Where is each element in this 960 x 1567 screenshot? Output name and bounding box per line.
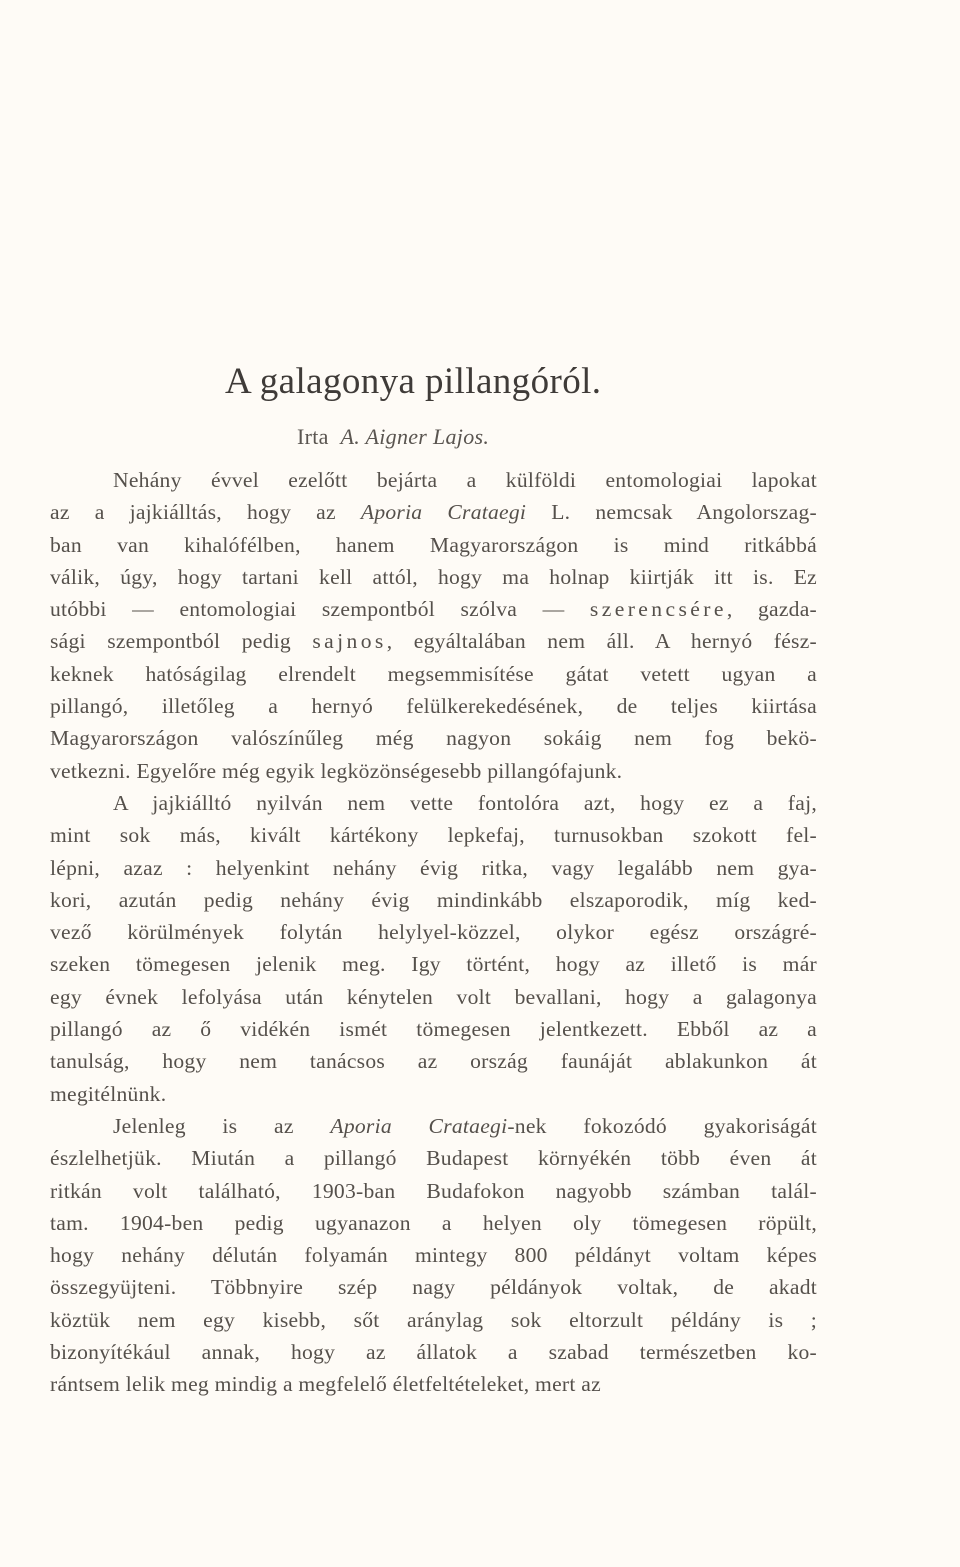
text-line bbox=[50, 1239, 817, 1271]
text-line bbox=[50, 852, 817, 884]
italic-species-name: Aporia Crataegi bbox=[330, 1113, 508, 1138]
text-run: , egyáltalában nem áll. A hernyó fész- bbox=[386, 629, 817, 654]
text-line bbox=[50, 1368, 817, 1400]
text-line bbox=[50, 1175, 817, 1207]
byline bbox=[297, 424, 489, 450]
italic-species-name: Aporia Crataegi bbox=[360, 500, 527, 525]
text-run: köztük nem egy kisebb, sőt aránylag sok eltorzult példány is ; bbox=[50, 1307, 817, 1332]
text-line bbox=[50, 1336, 817, 1368]
text-line bbox=[50, 787, 817, 819]
text-line bbox=[50, 593, 817, 625]
byline-prefix: Irta bbox=[297, 424, 329, 449]
text-line bbox=[50, 1304, 817, 1336]
text-run: L. nemcsak Angolorszag- bbox=[526, 500, 817, 525]
text-run: az a jajkiálltás, hogy az bbox=[50, 500, 361, 525]
text-line bbox=[50, 1207, 817, 1239]
text-line bbox=[50, 625, 817, 657]
text-run: ritkán volt található, 1903-ban Budafokon nagyobb számban talál- bbox=[50, 1178, 817, 1203]
paragraph bbox=[50, 464, 817, 787]
text-line bbox=[50, 1045, 817, 1077]
text-run: vetkezni. Egyelőre még egyik legközönségesebb pillangófajunk. bbox=[50, 758, 623, 783]
text-line bbox=[50, 948, 817, 980]
text-line bbox=[50, 916, 817, 948]
text-run: tanulság, hogy nem tanácsos az ország faunáját ablakunkon át bbox=[50, 1049, 817, 1074]
text-run: lépni, azaz : helyenkint nehány évig ritka, vagy legalább nem gya- bbox=[50, 855, 817, 880]
spaced-emphasis: szerencsére bbox=[589, 597, 727, 622]
text-run: -nek fokozódó gyakoriságát bbox=[507, 1113, 817, 1138]
text-line bbox=[50, 1078, 817, 1110]
text-run: válik, úgy, hogy tartani kell attól, hogy ma holnap kiirtják itt is. Ez bbox=[50, 564, 817, 589]
paragraph bbox=[50, 1110, 817, 1401]
text-run: utóbbi — entomologiai szempontból szólva — bbox=[50, 597, 590, 622]
text-run: pillangó, illetőleg a hernyó felülkerekedésének, de teljes kiirtása bbox=[50, 694, 817, 719]
article-body bbox=[50, 464, 817, 1401]
text-line bbox=[50, 464, 817, 496]
text-line bbox=[50, 1271, 817, 1303]
text-line bbox=[50, 755, 817, 787]
text-run: ban van kihalófélben, hanem Magyarországon is mind ritkábbá bbox=[50, 532, 817, 557]
text-run: észlelhetjük. Miután a pillangó Budapest környékén több éven át bbox=[50, 1146, 817, 1171]
text-run: tam. 1904-ben pedig ugyanazon a helyen oly tömegesen röpült, bbox=[50, 1210, 817, 1235]
paragraph bbox=[50, 787, 817, 1110]
text-line bbox=[50, 1013, 817, 1045]
article-title: A galagonya pillangóról. bbox=[225, 361, 602, 402]
text-run: bizonyítékául annak, hogy az állatok a szabad természetben ko- bbox=[50, 1340, 817, 1365]
text-run: megitélnünk. bbox=[50, 1081, 167, 1106]
text-run: egy évnek lefolyása után kénytelen volt bevallani, hogy a galagonya bbox=[50, 984, 817, 1009]
text-run: A jajkiálltó nyilván nem vette fontolóra azt, hogy ez a faj, bbox=[113, 790, 817, 815]
text-line bbox=[50, 819, 817, 851]
text-run: mint sok más, kivált kártékony lepkefaj, turnusokban szokott fel- bbox=[50, 823, 817, 848]
text-run: hogy nehány délután folyamán mintegy 800 példányt voltam képes bbox=[50, 1243, 817, 1268]
text-line bbox=[50, 658, 817, 690]
text-line bbox=[50, 561, 817, 593]
text-line bbox=[50, 884, 817, 916]
text-run: kori, azután pedig nehány évig mindinkább elszaporodik, míg ked- bbox=[50, 887, 817, 912]
text-line bbox=[50, 1142, 817, 1174]
text-line bbox=[50, 722, 817, 754]
text-run: összegyüjteni. Többnyire szép nagy példányok voltak, de akadt bbox=[50, 1275, 817, 1300]
text-line bbox=[50, 690, 817, 722]
text-run: pillangó az ő vidékén ismét tömegesen jelentkezett. Ebből az a bbox=[50, 1017, 817, 1042]
text-run: sági szempontból pedig bbox=[50, 629, 313, 654]
text-line bbox=[50, 496, 817, 528]
text-run: Jelenleg is az bbox=[113, 1113, 331, 1138]
text-run: Magyarországon valószínűleg még nagyon sokáig nem fog bekö- bbox=[50, 726, 817, 751]
text-run: vező körülmények folytán helylyel-közzel, olykor egész országré- bbox=[50, 920, 817, 945]
text-run: , gazda- bbox=[726, 597, 817, 622]
text-run: szeken tömegesen jelenik meg. Igy történt, hogy az illető is már bbox=[50, 952, 817, 977]
author-name: A. Aigner Lajos. bbox=[340, 424, 490, 449]
text-line bbox=[50, 529, 817, 561]
text-line bbox=[50, 981, 817, 1013]
text-run: keknek hatóságilag elrendelt megsemmisítése gátat vetett ugyan a bbox=[50, 661, 817, 686]
text-run: Nehány évvel ezelőtt bejárta a külföldi entomologiai lapokat bbox=[113, 468, 817, 492]
text-run: rántsem lelik meg mindig a megfelelő életfeltételeket, mert az bbox=[50, 1372, 601, 1397]
text-line bbox=[50, 1110, 817, 1142]
spaced-emphasis: sajnos bbox=[312, 629, 387, 654]
